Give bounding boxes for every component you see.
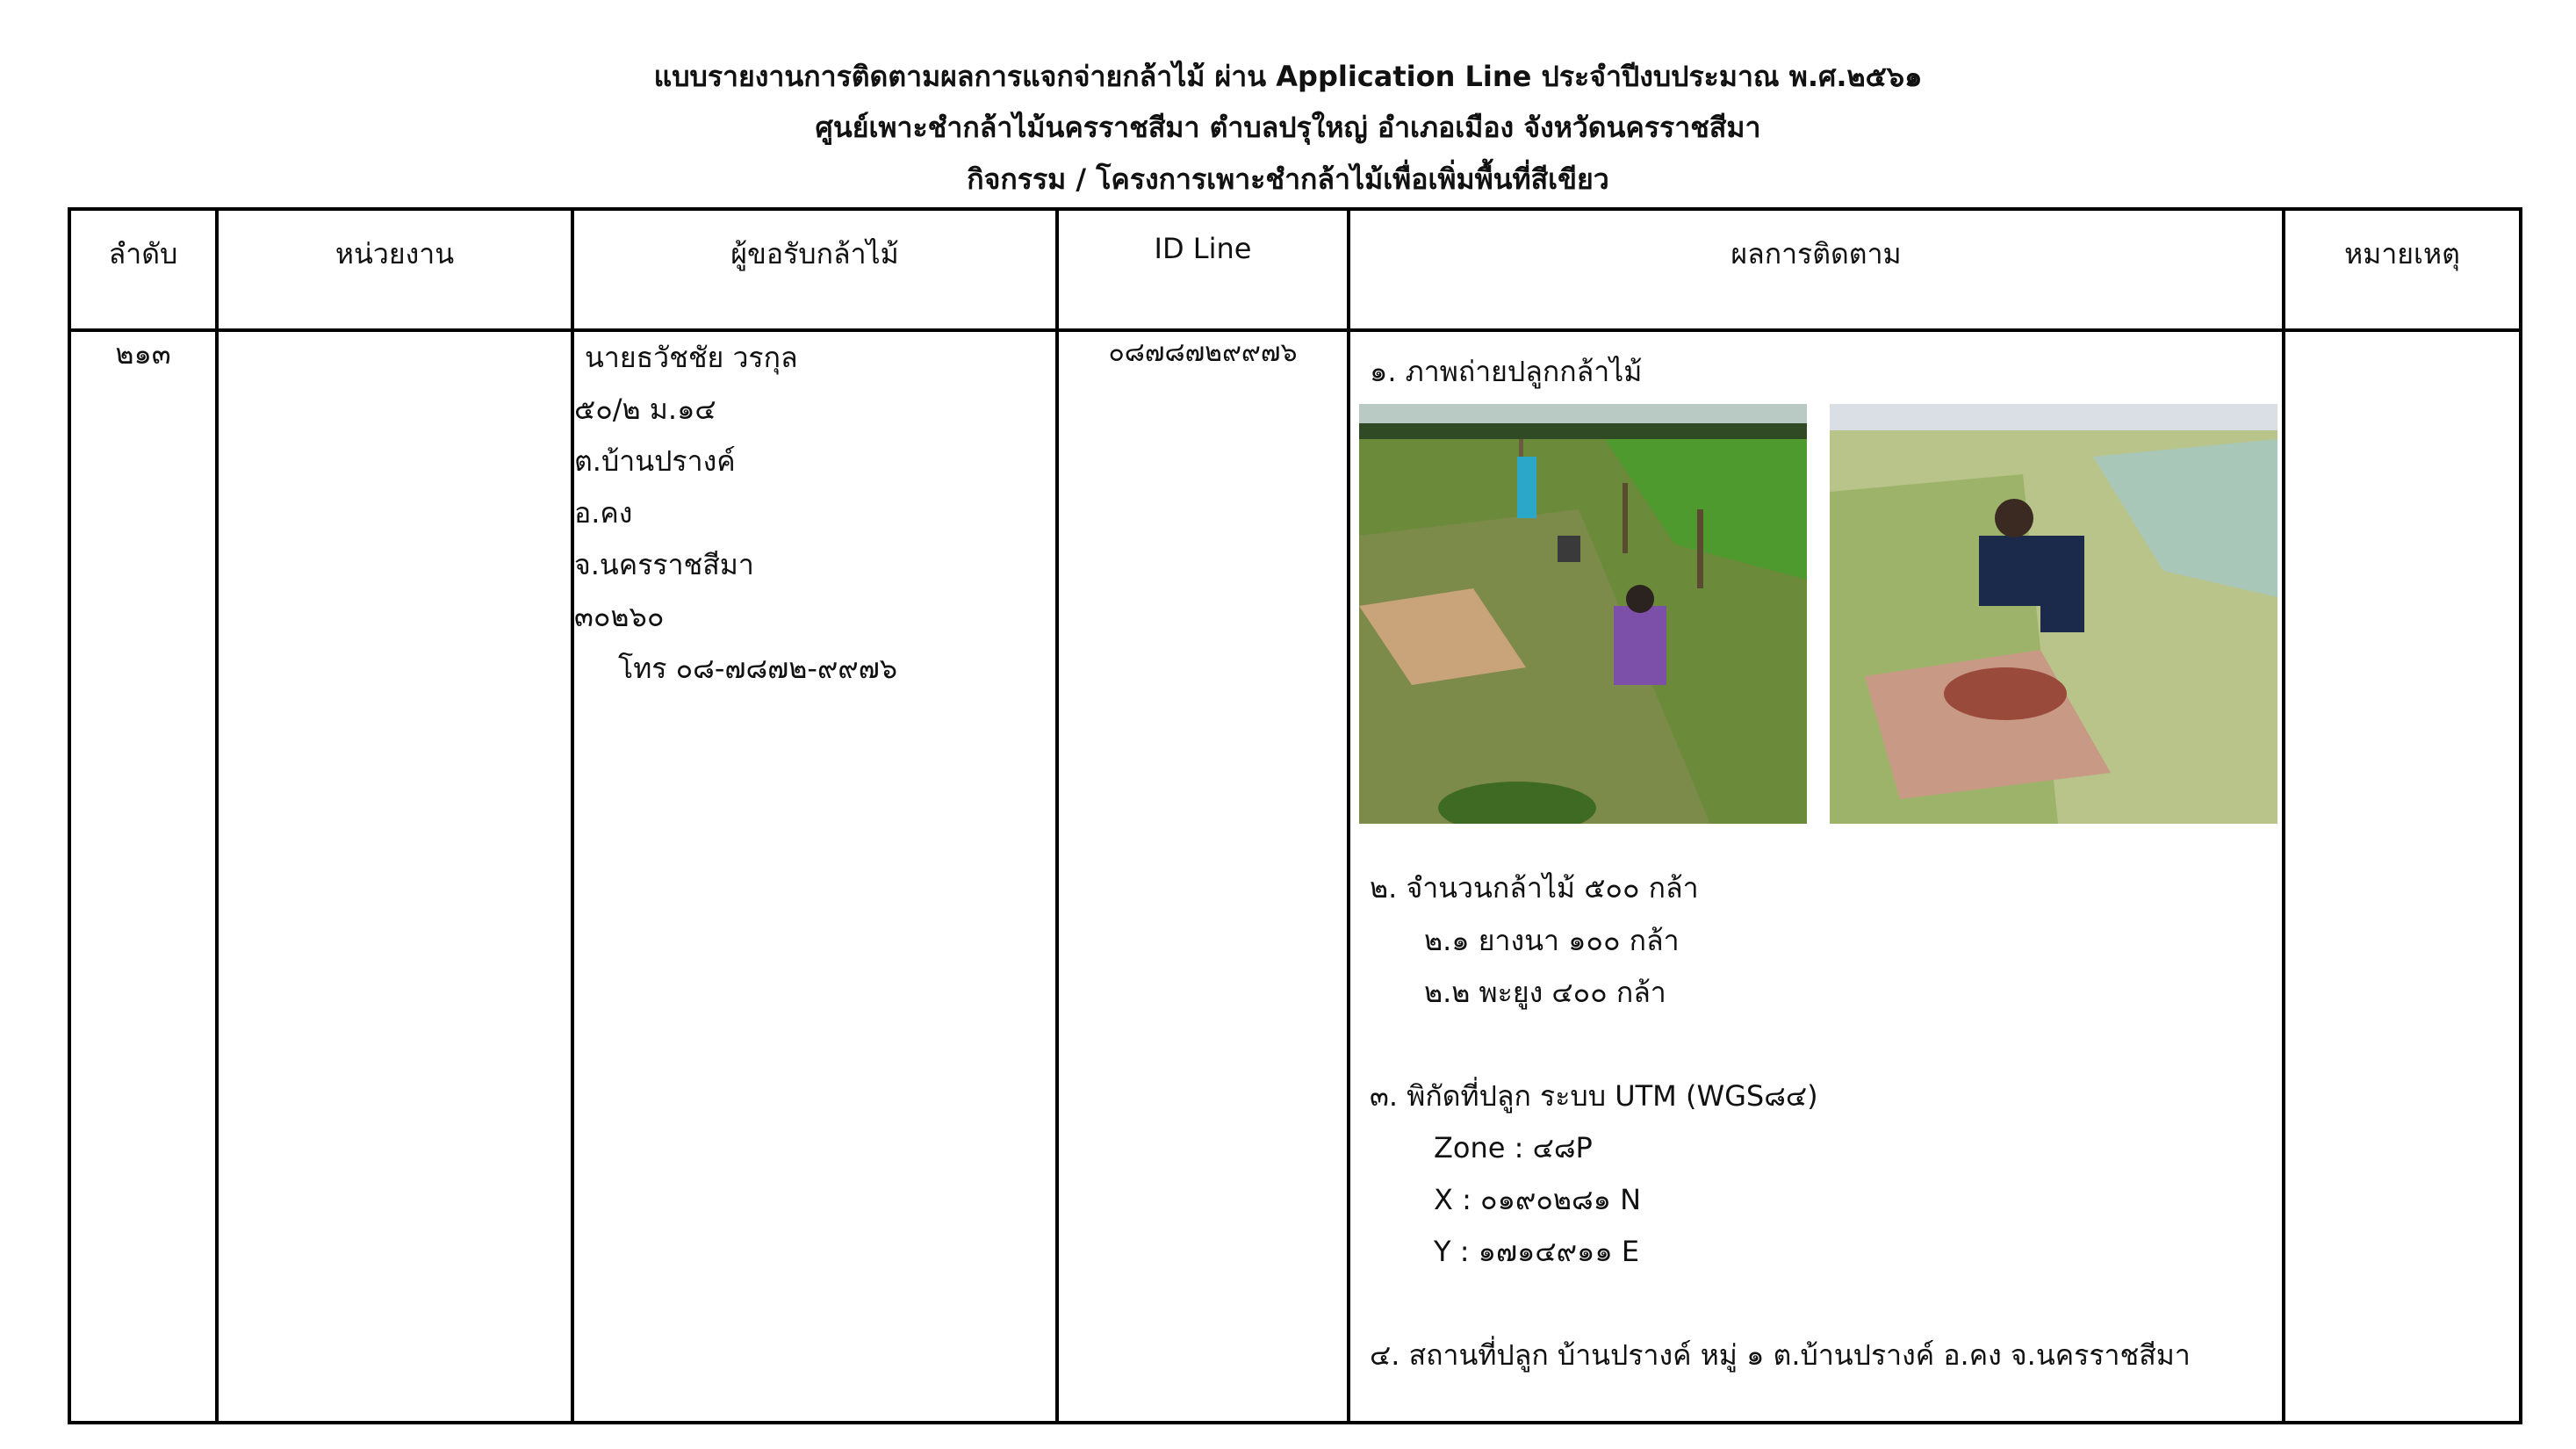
- result-item-phayung: ๒.๒ พะยูง ๔๐๐ กล้า: [1424, 976, 1666, 1009]
- coordinate-x: X : ๐๑๙๐๒๘๑ N: [1434, 1183, 1642, 1216]
- result-item-quantity: ๒. จำนวนกล้าไม้ ๕๐๐ กล้า: [1370, 871, 1699, 905]
- column-header-results: ผลการติดตาม: [1349, 209, 2284, 330]
- row-recipient: [572, 330, 1057, 1423]
- column-header-recipient: ผู้ขอรับกล้าไม้: [572, 209, 1057, 330]
- planting-photo-2: [1830, 404, 2277, 824]
- recipient-address: ๕๐/๒ ม.๑๔: [574, 393, 716, 426]
- recipient-phone: โทร ๐๘-๗๘๗๒-๙๙๗๖: [618, 652, 898, 685]
- row-id-line: ๐๘๗๘๗๒๙๙๗๖: [1057, 330, 1349, 1423]
- result-item-yangna: ๒.๑ ยางนา ๑๐๐ กล้า: [1424, 924, 1680, 957]
- column-header-remark: หมายเหตุ: [2284, 209, 2521, 330]
- recipient-subdistrict: ต.บ้านปรางค์: [574, 444, 736, 478]
- coordinate-y: Y : ๑๗๑๔๙๑๑ E: [1434, 1235, 1640, 1268]
- table-header-row: [69, 209, 2521, 330]
- column-header-id-line: ID Line: [1057, 209, 1349, 330]
- report-subtitle-center: ศูนย์เพาะชำกล้าไม้นครราชสีมา ตำบลปรุใหญ่ อำเภอเมือง จังหวัดนครราชสีมา: [815, 111, 1761, 144]
- recipient-postcode: ๓๐๒๖๐: [574, 600, 665, 633]
- column-header-agency: หน่วยงาน: [217, 209, 572, 330]
- report-title: แบบรายงานการติดตามผลการแจกจ่ายกล้าไม้ ผ่าน Application Line ประจำปีงบประมาณ พ.ศ.๒๕๖๑: [653, 60, 1923, 93]
- coordinate-zone: Zone : ๔๘P: [1434, 1131, 1593, 1164]
- table-row: [69, 330, 2521, 1423]
- row-results: [1349, 330, 2284, 1423]
- result-item-coordinates: ๓. พิกัดที่ปลูก ระบบ UTM (WGS๘๔): [1370, 1079, 1818, 1113]
- row-seq: ๒๑๓: [69, 330, 217, 1423]
- planting-photo-1: [1359, 404, 1807, 824]
- recipient-district: อ.คง: [574, 496, 633, 530]
- row-agency: [217, 330, 572, 1423]
- result-item-photos: ๑. ภาพถ่ายปลูกกล้าไม้: [1370, 355, 1643, 388]
- recipient-name: นายธวัชชัย วรกุล: [585, 341, 798, 374]
- report-subtitle-activity: กิจกรรม / โครงการเพาะชำกล้าไม้เพื่อเพิ่มพื้นที่สีเขียว: [967, 162, 1609, 196]
- recipient-province: จ.นครราชสีมา: [574, 548, 754, 581]
- row-remark: [2284, 330, 2521, 1423]
- column-header-seq: ลำดับ: [69, 209, 217, 330]
- result-item-location: ๔. สถานที่ปลูก บ้านปรางค์ หมู่ ๑ ต.บ้านปรางค์ อ.คง จ.นครราชสีมา: [1370, 1338, 2191, 1372]
- report-table: [68, 207, 2522, 1424]
